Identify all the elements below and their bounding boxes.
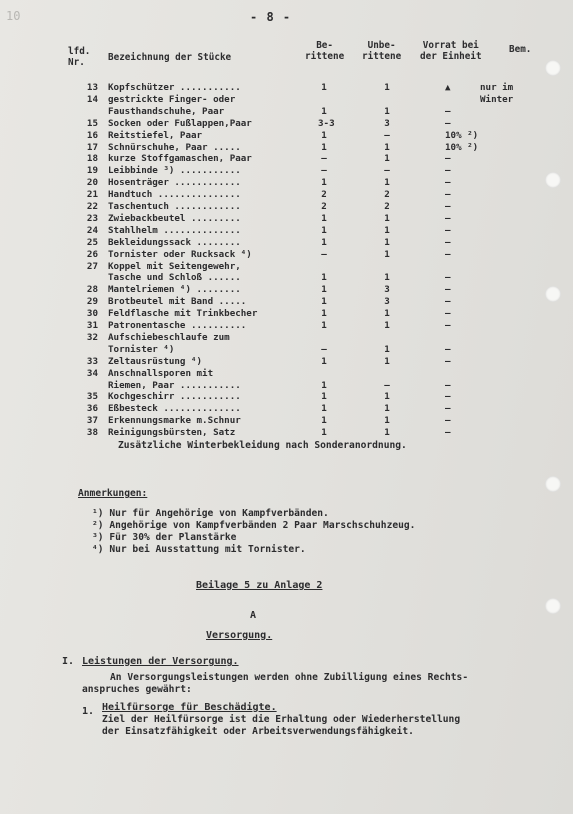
table-row (0, 403, 573, 415)
section-title: Versorgung. (206, 630, 273, 641)
row-stock: — (445, 117, 451, 129)
row-unmounted-qty: 3 (384, 117, 390, 129)
row-number: 14 (86, 93, 98, 105)
punch-hole (545, 476, 561, 492)
row-mounted-qty: 1 (321, 427, 327, 439)
header-stock: Vorrat bei der Einheit (420, 40, 482, 62)
row-stock: — (445, 224, 451, 236)
row-description: Handtuch ............... (108, 189, 241, 201)
header-description: Bezeichnung der Stücke (108, 52, 232, 63)
page-number: - 8 - (250, 10, 292, 24)
row-mounted-qty: 1 (321, 320, 327, 331)
table-row (0, 391, 573, 403)
row-description: kurze Stoffgamaschen, Paar (108, 153, 252, 165)
row-number: 30 (86, 308, 98, 320)
row-unmounted-qty: 2 (384, 189, 390, 201)
row-stock: — (445, 177, 451, 189)
row-unmounted-qty: 1 (384, 320, 390, 331)
row-description: Feldflasche mit Trinkbecher (108, 308, 258, 320)
row-mounted-qty: — (321, 343, 327, 355)
row-unmounted-qty: — (384, 129, 390, 141)
row-description: Patronentasche .......... (108, 320, 247, 331)
row-unmounted-qty: 1 (384, 82, 390, 93)
header-remarks: Bem. (509, 44, 532, 55)
row-mounted-qty: 1 (321, 415, 327, 427)
table-row (0, 356, 573, 368)
row-number: 17 (86, 141, 98, 153)
table-row (0, 332, 573, 344)
punch-hole (545, 60, 561, 76)
row-mounted-qty: 1 (321, 391, 327, 403)
table-row (0, 237, 573, 249)
row-stock: — (445, 355, 451, 367)
row-number: 31 (86, 320, 98, 331)
row-description: Brotbeutel mit Band ..... (108, 296, 247, 308)
row-unmounted-qty: 1 (384, 177, 390, 189)
row-description: Aufschiebeschlaufe zum (108, 331, 230, 343)
row-description: Hosenträger ............ (108, 177, 241, 189)
row-stock: — (445, 308, 451, 320)
row-unmounted-qty: — (384, 165, 390, 177)
row-remark: nur im (480, 82, 514, 93)
table-row (0, 189, 573, 201)
row-number: 19 (86, 165, 98, 177)
table-row (0, 165, 573, 177)
row-unmounted-qty: 3 (384, 296, 390, 308)
header-mounted: Be- rittene (305, 40, 345, 62)
row-stock: — (445, 343, 451, 355)
row-stock: ▲ (445, 82, 451, 93)
row-mounted-qty: 1 (321, 308, 327, 320)
row-unmounted-qty: 1 (384, 272, 390, 284)
row-mounted-qty: 1 (321, 296, 327, 308)
item-1-title: Heilfürsorge für Beschädigte. (102, 702, 277, 713)
row-number: 28 (86, 284, 98, 296)
row-description: Zwiebackbeutel ......... (108, 212, 241, 224)
row-description: Schnürschuhe, Paar ..... (108, 141, 241, 153)
row-description: Fausthandschuhe, Paar (108, 105, 225, 117)
table-row (0, 153, 573, 165)
row-unmounted-qty: 2 (384, 201, 390, 212)
table-row (0, 118, 573, 130)
item-1-text-1: Ziel der Heilfürsorge ist die Erhaltung oder Wiederherstellung (102, 714, 461, 725)
row-mounted-qty: — (321, 153, 327, 165)
row-unmounted-qty: 1 (384, 248, 390, 260)
row-stock: 10% ²) (445, 141, 479, 153)
row-number: 27 (86, 260, 98, 272)
row-unmounted-qty: 1 (384, 403, 390, 415)
row-unmounted-qty: 1 (384, 415, 390, 427)
row-description: Stahlhelm .............. (108, 224, 241, 236)
punch-hole (545, 598, 561, 614)
row-number: 35 (86, 391, 98, 403)
beilage-title: Beilage 5 zu Anlage 2 (196, 580, 323, 591)
table-row (0, 272, 573, 284)
table-row (0, 82, 573, 94)
row-unmounted-qty: 1 (384, 391, 390, 403)
row-stock: — (445, 427, 451, 439)
row-description: Riemen, Paar ........... (108, 379, 241, 391)
row-description: Anschnallsporen mit (108, 367, 214, 379)
row-remark: Winter (480, 93, 514, 105)
row-unmounted-qty: 1 (384, 141, 390, 153)
row-unmounted-qty: — (384, 379, 390, 391)
row-unmounted-qty: 1 (384, 212, 390, 224)
table-row (0, 177, 573, 189)
row-stock: — (445, 105, 451, 117)
row-description: Kopfschützer ........... (108, 82, 241, 93)
note-3: ³) Für 30% der Planstärke (92, 532, 237, 543)
row-stock: — (445, 284, 451, 296)
notes-title: Anmerkungen: (78, 488, 148, 499)
row-mounted-qty: 1 (321, 82, 327, 93)
row-mounted-qty: 1 (321, 141, 327, 153)
section-letter: A (250, 610, 257, 621)
row-number: 32 (86, 331, 98, 343)
row-mounted-qty: — (321, 248, 327, 260)
row-unmounted-qty: 1 (384, 355, 390, 367)
row-description: Tornister ⁴) (108, 343, 175, 355)
row-description: Zeltausrüstung ⁴) (108, 355, 203, 367)
row-description: Reitstiefel, Paar (108, 129, 203, 141)
row-mounted-qty: 1 (321, 379, 327, 391)
row-stock: — (445, 189, 451, 201)
row-number: 34 (86, 367, 98, 379)
row-description: Reinigungsbürsten, Satz (108, 427, 236, 439)
table-row (0, 201, 573, 213)
row-number: 33 (86, 355, 98, 367)
row-description: Erkennungsmarke m.Schnur (108, 415, 241, 427)
row-number: 25 (86, 236, 98, 248)
row-description: Taschentuch ............ (108, 201, 241, 212)
row-number: 15 (86, 117, 98, 129)
row-number: 18 (86, 153, 98, 165)
row-number: 37 (86, 415, 98, 427)
row-description: Koppel mit Seitengewehr, (108, 260, 241, 272)
table-row (0, 344, 573, 356)
row-stock: — (445, 296, 451, 308)
row-description: Kochgeschirr ........... (108, 391, 241, 403)
table-row (0, 142, 573, 154)
row-number: 26 (86, 248, 98, 260)
row-stock: — (445, 415, 451, 427)
row-description: Leibbinde ³) ........... (108, 165, 241, 177)
row-description: Socken oder Fußlappen,Paar (108, 117, 252, 129)
row-number: 13 (86, 82, 98, 93)
row-number: 16 (86, 129, 98, 141)
row-mounted-qty: 1 (321, 403, 327, 415)
table-row (0, 225, 573, 237)
row-number: 29 (86, 296, 98, 308)
row-mounted-qty: 1 (321, 212, 327, 224)
row-number: 21 (86, 189, 98, 201)
table-row (0, 94, 573, 106)
row-unmounted-qty: 3 (384, 284, 390, 296)
row-mounted-qty: 1 (321, 177, 327, 189)
note-4: ⁴) Nur bei Ausstattung mit Tornister. (92, 544, 306, 555)
table-row (0, 249, 573, 261)
table-row (0, 320, 573, 332)
row-unmounted-qty: 1 (384, 105, 390, 117)
row-mounted-qty: 3-3 (318, 117, 335, 129)
row-number: 22 (86, 201, 98, 212)
row-description: Mantelriemen ⁴) ........ (108, 284, 241, 296)
row-stock: — (445, 236, 451, 248)
row-description: Bekleidungssack ........ (108, 236, 241, 248)
item-I-title: Leistungen der Versorgung. (82, 656, 239, 667)
row-unmounted-qty: 1 (384, 427, 390, 439)
table-row (0, 415, 573, 427)
row-number: 38 (86, 427, 98, 439)
row-mounted-qty: 1 (321, 272, 327, 284)
item-1-text-2: der Einsatzfähigkeit oder Arbeitsverwendungsfähigkeit. (102, 726, 414, 737)
item-I-text-1: An Versorgungsleistungen werden ohne Zubilligung eines Rechts- (110, 672, 469, 683)
row-number: 20 (86, 177, 98, 189)
table-row (0, 380, 573, 392)
row-stock: — (445, 212, 451, 224)
row-unmounted-qty: 1 (384, 153, 390, 165)
row-mounted-qty: 2 (321, 189, 327, 201)
table-row (0, 427, 573, 439)
row-mounted-qty: 1 (321, 355, 327, 367)
row-description: Eßbesteck .............. (108, 403, 241, 415)
note-1: ¹) Nur für Angehörige von Kampfverbänden. (92, 508, 329, 519)
row-stock: — (445, 320, 451, 331)
row-stock: 10% ²) (445, 129, 479, 141)
row-number: 23 (86, 212, 98, 224)
header-unmounted: Unbe- rittene (362, 40, 402, 62)
row-stock: — (445, 153, 451, 165)
row-stock: — (445, 248, 451, 260)
corner-mark: 10 (6, 9, 21, 23)
row-mounted-qty: 1 (321, 284, 327, 296)
table-row (0, 368, 573, 380)
table-row (0, 296, 573, 308)
row-description: Tasche und Schloß ...... (108, 272, 241, 284)
item-I-text-2: anspruches gewährt: (82, 684, 192, 695)
row-number: 24 (86, 224, 98, 236)
row-mounted-qty: 1 (321, 224, 327, 236)
row-unmounted-qty: 1 (384, 224, 390, 236)
table-row (0, 213, 573, 225)
row-stock: — (445, 165, 451, 177)
header-nr: lfd. Nr. (68, 46, 91, 68)
row-stock: — (445, 403, 451, 415)
row-stock: — (445, 201, 451, 212)
row-unmounted-qty: 1 (384, 236, 390, 248)
extra-line: Zusätzliche Winterbekleidung nach Sonderanordnung. (118, 440, 407, 451)
note-2: ²) Angehörige von Kampfverbänden 2 Paar Marschschuhzeug. (92, 520, 416, 531)
row-mounted-qty: 1 (321, 129, 327, 141)
table-row (0, 308, 573, 320)
row-stock: — (445, 391, 451, 403)
row-unmounted-qty: 1 (384, 308, 390, 320)
row-mounted-qty: — (321, 165, 327, 177)
row-number: 36 (86, 403, 98, 415)
row-description: gestrickte Finger- oder (108, 93, 236, 105)
table-row (0, 106, 573, 118)
item-I-number: I. (62, 656, 75, 667)
row-mounted-qty: 2 (321, 201, 327, 212)
table-row (0, 130, 573, 142)
row-mounted-qty: 1 (321, 105, 327, 117)
row-description: Tornister oder Rucksack ⁴) (108, 248, 252, 260)
table-row (0, 284, 573, 296)
row-stock: — (445, 379, 451, 391)
row-mounted-qty: 1 (321, 236, 327, 248)
table-row (0, 261, 573, 273)
row-stock: — (445, 272, 451, 284)
item-1-number: 1. (82, 706, 95, 717)
row-unmounted-qty: 1 (384, 343, 390, 355)
